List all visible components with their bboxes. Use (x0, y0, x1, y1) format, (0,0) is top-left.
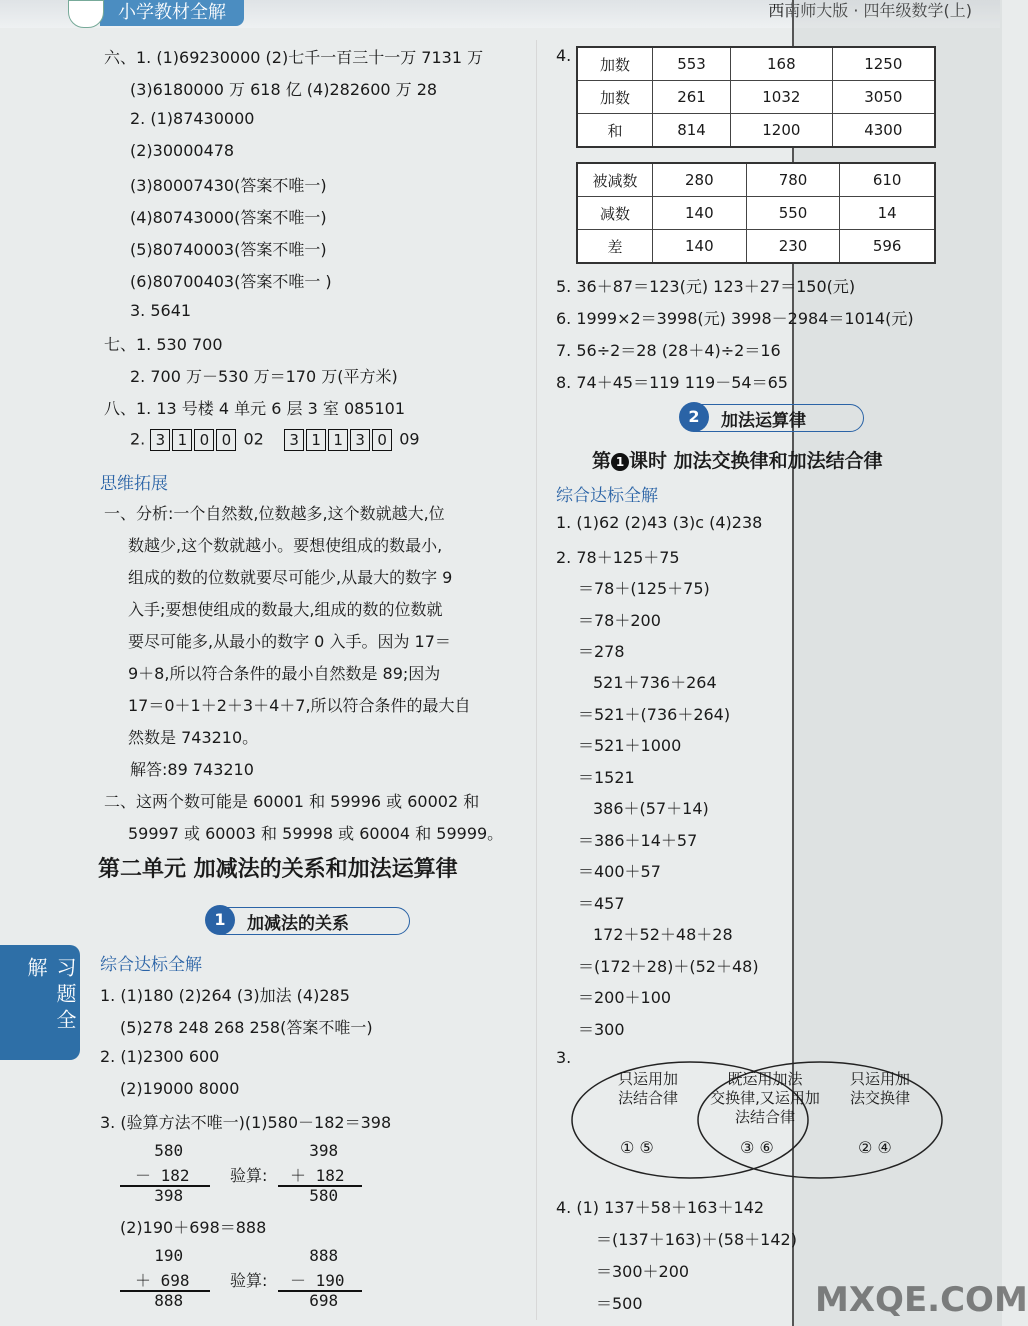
answer-line: (2)19000 8000 (120, 1079, 240, 1098)
answer-line: ＝457 (578, 894, 625, 913)
table-cell: 4300 (832, 114, 935, 148)
vertical-calc-line: 580 (135, 1141, 184, 1160)
lesson-pre: 第 (592, 450, 612, 472)
paragraph-line: 然数是 743210。 (128, 728, 259, 747)
venn-mid-label (700, 1070, 830, 1127)
table-row (577, 47, 935, 81)
answer-line: (3)80007430(答案不唯一) (130, 176, 327, 195)
digit-box: 3 (350, 429, 370, 451)
answer-line: 172＋52＋48＋28 (593, 925, 733, 944)
answer-line: ＝(137＋163)＋(58＋142) (596, 1230, 797, 1249)
answer-line: ＝200＋100 (578, 988, 672, 1007)
answer-line: 4. (1) 137＋58＋163＋142 (556, 1198, 765, 1217)
lesson-number-badge: 1 (611, 453, 629, 471)
table-cell: 550 (746, 197, 840, 230)
answer-line: (3)6180000 万 618 亿 (4)282600 万 28 (130, 80, 438, 99)
table-row (577, 114, 935, 148)
answer-line: ＝1521 (578, 768, 635, 787)
answer-line: ＝300＋200 (596, 1262, 690, 1281)
answer-line: ＝500 (596, 1294, 643, 1313)
table-cell: 780 (746, 163, 840, 197)
digit-box: 0 (194, 429, 214, 451)
box-answer-prefix: 2. (130, 429, 146, 449)
answer-line: (5)80740003(答案不唯一) (130, 240, 327, 259)
check-label: 验算: (230, 1271, 268, 1290)
venn-right-items: ② ④ (858, 1138, 892, 1157)
venn-left-items: ① ⑤ (620, 1138, 654, 1157)
table-cell: 1032 (731, 81, 833, 114)
vertical-calc-line: ＋ 698 (135, 1271, 190, 1290)
venn-label-line: 法结合律 (734, 1108, 795, 1126)
table-cell: 1200 (731, 114, 833, 148)
answer-line: (2)30000478 (130, 141, 235, 160)
table-cell: 596 (840, 230, 935, 264)
table-cell: 14 (840, 197, 935, 230)
box-tail: 09 (399, 429, 420, 449)
digit-boxes-a (150, 429, 238, 451)
digit-box: 1 (306, 429, 326, 451)
digit-box: 0 (216, 429, 236, 451)
answer-line: 八、1. 13 号楼 4 单元 6 层 3 室 085101 (104, 399, 406, 418)
vertical-calc-line: 398 (290, 1141, 339, 1160)
answer-line: 7. 56÷2＝28 (28＋4)÷2＝16 (556, 341, 781, 360)
table-cell: 610 (840, 163, 935, 197)
table-cell: 230 (746, 230, 840, 264)
table-cell: 168 (731, 47, 833, 81)
paragraph-line: 二、这两个数可能是 60001 和 59996 或 60002 和 (104, 792, 480, 811)
answer-line: 6. 1999×2＝3998(元) 3998－2984＝1014(元) (556, 309, 914, 328)
vertical-calc-line: 190 (135, 1246, 184, 1265)
answer-line: 2. 700 万－530 万＝170 万(平方米) (130, 367, 398, 386)
vertical-calc-line: 398 (135, 1186, 184, 1205)
paragraph-line: 要尽可能多,从最小的数字 0 入手。因为 17＝ (128, 632, 451, 651)
answer-line: ＝300 (578, 1020, 625, 1039)
comp-title: 综合达标全解 (556, 486, 658, 506)
answer-line: 2. (1)2300 600 (100, 1047, 220, 1066)
check-label: 验算: (230, 1166, 268, 1185)
table-row (577, 163, 935, 197)
digit-boxes-b (284, 429, 394, 451)
answer-line: ＝400＋57 (578, 862, 661, 881)
answer-line: 2. 78＋125＋75 (556, 548, 680, 567)
answer-line: 521＋736＋264 (593, 673, 717, 692)
lesson2-pill (682, 404, 864, 432)
table-cell: 被减数 (577, 163, 653, 197)
table-cell: 140 (653, 230, 747, 264)
table-row (577, 230, 935, 264)
lesson-post: 课时 加法交换律和加法结合律 (629, 450, 883, 472)
answer-line: (4)80743000(答案不唯一) (130, 208, 327, 227)
table-cell: 261 (653, 81, 731, 114)
site-watermark: MXQE.COM (815, 1280, 1028, 1320)
subtraction-table (576, 162, 936, 264)
venn-label-line: 只运用加 (850, 1070, 911, 1088)
answer-line: 七、1. 530 700 (104, 335, 223, 354)
answer-line: ＝78＋200 (578, 611, 661, 630)
paragraph-line: 一、分析:一个自然数,位数越多,这个数就越大,位 (104, 504, 445, 523)
digit-box: 1 (172, 429, 192, 451)
answer-line: 1. (1)62 (2)43 (3)c (4)238 (556, 513, 763, 532)
mascot-icon (68, 0, 104, 28)
digit-box: 1 (328, 429, 348, 451)
paragraph-line: 入手;要想使组成的数最大,组成的数的位数就 (128, 600, 443, 619)
digit-box: 0 (372, 429, 392, 451)
answer-line: ＝278 (578, 642, 625, 661)
answer-line: ＝386＋14＋57 (578, 831, 698, 850)
paragraph-line: 组成的数的位数就要尽可能少,从最大的数字 9 (128, 568, 453, 587)
answer-line: 3. (验算方法不唯一)(1)580－182＝398 (100, 1113, 392, 1132)
venn-label-line: 法交换律 (850, 1089, 911, 1107)
answer-line: 六、1. (1)69230000 (2)七千一百三十一万 7131 万 (104, 48, 484, 67)
paragraph-line: 数越少,这个数就越小。要想使组成的数最小, (128, 536, 443, 555)
table-cell: 差 (577, 230, 653, 264)
table-cell: 553 (653, 47, 731, 81)
lesson1-title: 加减法的关系 (247, 914, 349, 934)
answer-line: 5. 36＋87＝123(元) 123＋27＝150(元) (556, 277, 856, 296)
answer-line: (6)80700403(答案不唯一 ) (130, 272, 332, 291)
vertical-calc-line: 888 (135, 1291, 184, 1310)
answer-line: ＝(172＋28)＋(52＋48) (578, 957, 759, 976)
box-answer-line (130, 429, 420, 451)
table-cell: 814 (653, 114, 731, 148)
brand-title: 小学教材全解 (100, 0, 244, 26)
table-cell: 加数 (577, 47, 653, 81)
paragraph-line: 59997 或 60003 和 59998 或 60004 和 59999。 (128, 824, 504, 843)
answer-line: ＝521＋(736＋264) (578, 705, 731, 724)
edition-label: 西南师大版 · 四年级数学(上) (768, 1, 972, 20)
side-tab (0, 945, 80, 1060)
paragraph-line: 解答:89 743210 (130, 760, 254, 779)
digit-box: 3 (150, 429, 170, 451)
venn-mid-items: ③ ⑥ (740, 1138, 774, 1157)
paragraph-line: 9＋8,所以符合条件的最小自然数是 89;因为 (128, 664, 441, 683)
venn-label-line: 只运用加 (618, 1070, 679, 1088)
vertical-calc-line: － 190 (290, 1271, 345, 1290)
question-number: 4. (556, 46, 572, 65)
venn-label-line: 既运用加法 (727, 1070, 803, 1088)
column-divider (536, 40, 537, 1320)
paragraph-line: 17＝0＋1＋2＋3＋4＋7,所以符合条件的最大自 (128, 696, 471, 715)
answer-line: (2)190＋698＝888 (120, 1218, 267, 1237)
table-cell: 加数 (577, 81, 653, 114)
lesson-subtitle (592, 446, 883, 473)
venn-label-line: 交换律,又运用加 (710, 1089, 820, 1107)
lesson2-title: 加法运算律 (721, 411, 806, 431)
answer-line: ＝78＋(125＋75) (578, 579, 710, 598)
table-cell: 减数 (577, 197, 653, 230)
answer-line: 2. (1)87430000 (130, 109, 255, 128)
digit-box: 3 (284, 429, 304, 451)
answer-line: 1. (1)180 (2)264 (3)加法 (4)285 (100, 986, 350, 1005)
vertical-calc-line: ＋ 182 (290, 1166, 345, 1185)
vertical-calc-line: 698 (290, 1291, 339, 1310)
table-cell: 1250 (832, 47, 935, 81)
table-cell: 280 (653, 163, 747, 197)
table-row (577, 197, 935, 230)
lesson2-num: 2 (679, 402, 709, 432)
table-cell: 140 (653, 197, 747, 230)
table-cell: 3050 (832, 81, 935, 114)
lesson1-num: 1 (205, 905, 235, 935)
venn-label-line: 法结合律 (618, 1089, 679, 1107)
table-row (577, 81, 935, 114)
answer-line: 3. 5641 (130, 301, 192, 320)
think-title: 思维拓展 (100, 474, 168, 494)
answer-line: ＝521＋1000 (578, 736, 682, 755)
vertical-calc-line: 888 (290, 1246, 339, 1265)
question-number: 3. (556, 1048, 572, 1067)
answer-line: 8. 74＋45＝119 119－54＝65 (556, 373, 788, 392)
comp-title: 综合达标全解 (100, 955, 202, 975)
venn-left-label (618, 1070, 678, 1108)
vertical-calc-line: － 182 (135, 1166, 190, 1185)
venn-right-label (850, 1070, 910, 1108)
lesson1-pill (208, 907, 410, 935)
unit-title: 第二单元 加减法的关系和加法运算律 (98, 857, 458, 882)
answer-line: 386＋(57＋14) (593, 799, 709, 818)
addition-table (576, 46, 936, 148)
side-tab-label: 习题全解 (24, 957, 77, 1035)
table-cell: 和 (577, 114, 653, 148)
box-tail: 02 (243, 429, 264, 449)
answer-line: (5)278 248 268 258(答案不唯一) (120, 1018, 373, 1037)
vertical-calc-line: 580 (290, 1186, 339, 1205)
